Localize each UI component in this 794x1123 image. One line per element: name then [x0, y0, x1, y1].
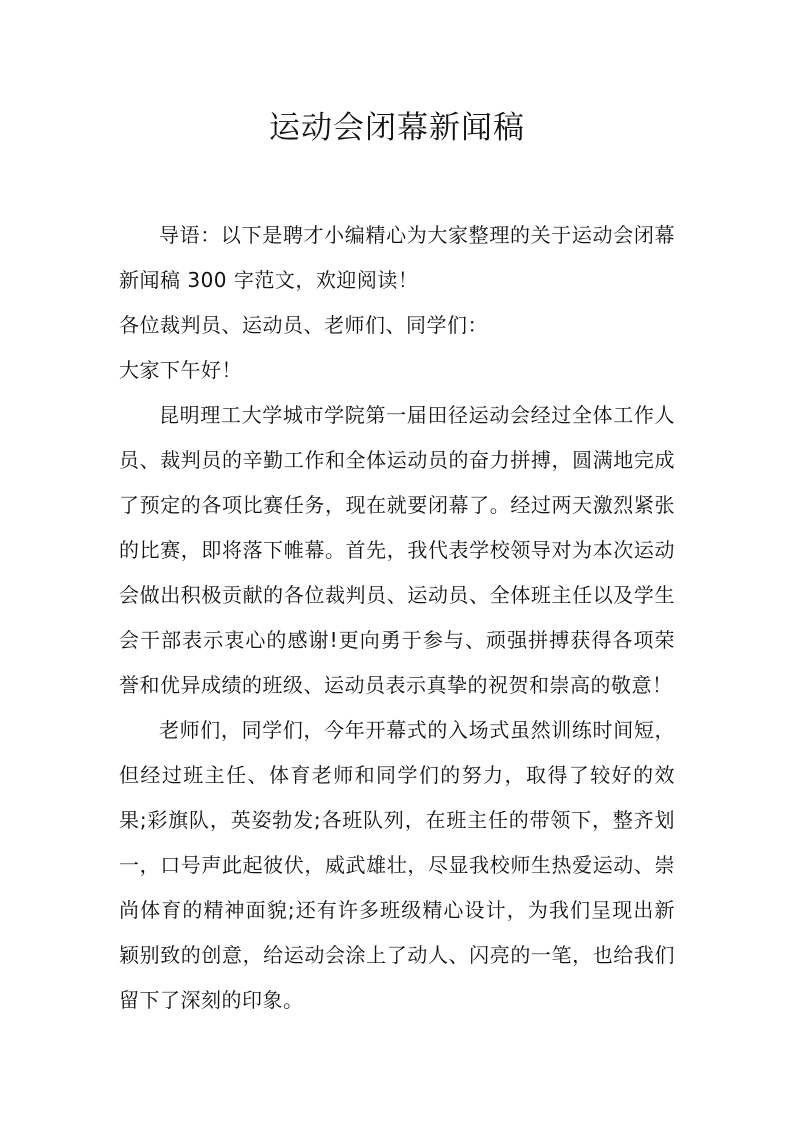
document-title: 运动会闭幕新闻稿 — [269, 110, 525, 146]
intro-paragraph: 导语：以下是聘才小编精心为大家整理的关于运动会闭幕新闻稿 300 字范文，欢迎阅读！ — [119, 223, 675, 292]
body-paragraph-1: 昆明理工大学城市学院第一届田径运动会经过全体工作人员、裁判员的辛勤工作和全体运动员的奋力拼搏，圆满地完成了预定的各项比赛任务，现在就要闭幕了。经过两天激烈紧张的比赛，即将落下帷幕。首先，我代表学校领导对为本次运动会做出积极贡献的各位裁判员、运动员、全体班主任以及学生会干部表示衷心的感谢!更向勇于参与、顽强拼搏获得各项荣誉和优异成绩的班级、运动员表示真挚的祝贺和崇高的敬意！ — [119, 403, 675, 697]
greeting-paragraph: 大家下午好！ — [119, 358, 242, 382]
document-body — [119, 213, 675, 1023]
salutation-paragraph: 各位裁判员、运动员、老师们、同学们： — [119, 313, 488, 337]
body-paragraph-2: 老师们，同学们，今年开幕式的入场式虽然训练时间短，但经过班主任、体育老师和同学们的努力，取得了较好的效果;彩旗队，英姿勃发;各班队列，在班主任的带领下，整齐划一，口号声此起彼伏，威武雄壮，尽显我校师生热爱运动、崇尚体育的精神面貌;还有许多班级精心设计，为我们呈现出新颖别致的创意，给运动会涂上了动人、闪亮的一笔，也给我们留下了深刻的印象。 — [119, 718, 675, 1012]
